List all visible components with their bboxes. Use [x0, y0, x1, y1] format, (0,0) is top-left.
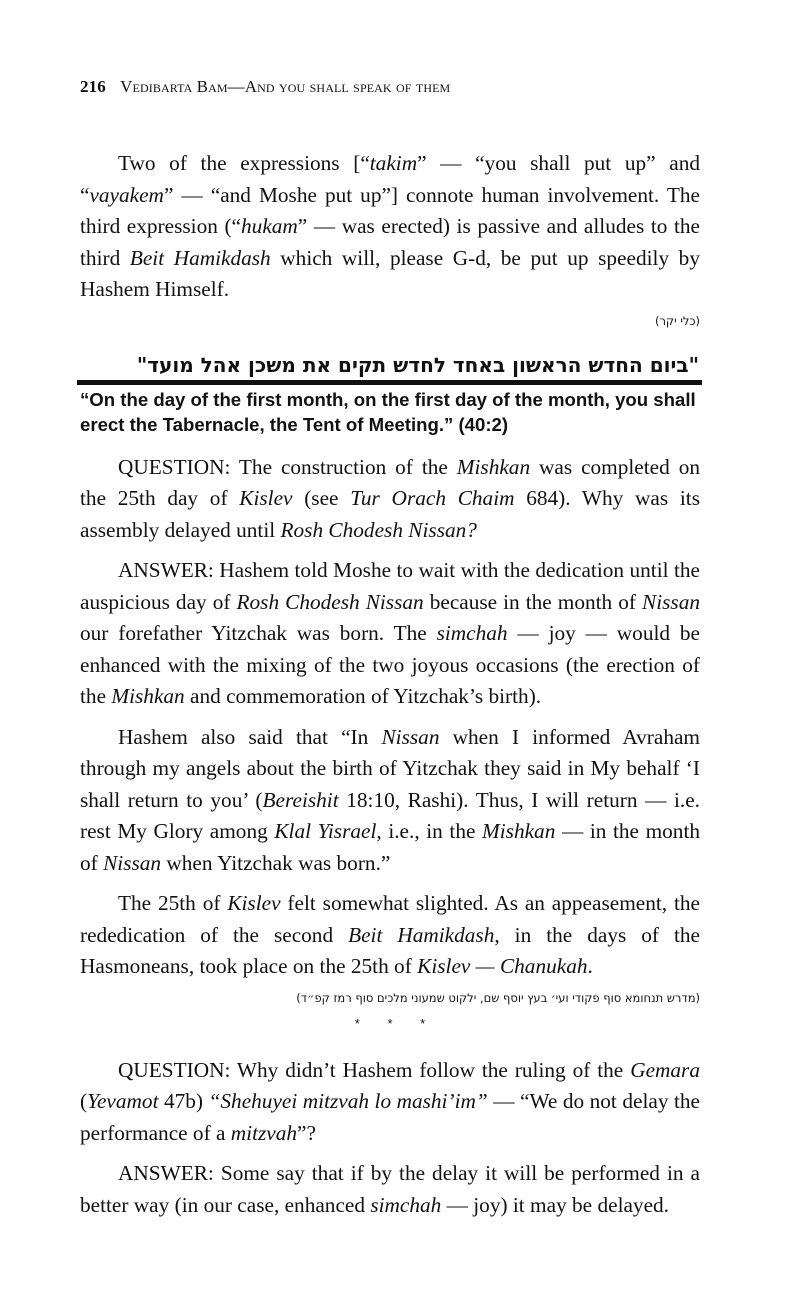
italic-term: Nissan — [103, 850, 162, 875]
main-source-citation: (מדרש תנחומא סוף פקודי ועי׳ בעץ יוסף שם, ילקוט שמעוני מלכים סוף רמז קפ״ד) — [296, 990, 700, 1005]
italic-term: “Shehuyei mitzvah lo mashi’im” — [208, 1089, 488, 1113]
text-run: was completed on the 25th day of — [80, 454, 700, 510]
text-run: QUESTION: The construction of the — [118, 454, 457, 479]
answer-paragraph-2 — [80, 1158, 700, 1221]
italic-term: Beit Hamikdash — [129, 245, 271, 270]
text-run: Hashem also said that “In — [118, 724, 382, 749]
italic-term: Klal Yisrael — [274, 819, 377, 843]
text-run: — joy) it may be delayed. — [441, 1192, 670, 1217]
answer-paragraph-1 — [80, 555, 700, 713]
italic-term: Mishkan — [456, 454, 531, 479]
italic-term: Mishkan — [111, 684, 185, 708]
question-paragraph-2 — [80, 1055, 700, 1150]
text-run: , i.e., in the — [376, 819, 483, 843]
text-run: The 25th of — [118, 891, 228, 915]
text-run: QUESTION: Why didn’t Hashem follow the ruling of the — [118, 1057, 631, 1082]
text-run: 47b) — [158, 1089, 209, 1113]
italic-term: Kislev — Chanukah — [417, 954, 588, 978]
text-run: — in the month of — [80, 819, 701, 875]
text-run: — “We do not delay the performance of a — [80, 1089, 701, 1145]
italic-term: Mishkan — [482, 819, 556, 843]
text-run: 18:10, Rashi). Thus, I will return — i.e. rest My Glory among — [80, 787, 701, 843]
italic-term: Rosh Chodesh Nissan — [236, 589, 424, 614]
text-run: , in the days of the Hasmoneans, took place on the 25th of — [80, 922, 700, 978]
italic-term: Kislev — [239, 486, 293, 510]
text-run: — joy — would be enhanced with the mixing of the two joyous occasions (the erection of the — [80, 621, 700, 708]
italic-term: Tur Orach Chaim — [350, 486, 515, 510]
text-run: ”? — [297, 1120, 316, 1145]
intro-source-citation: (כלי יקר) — [654, 313, 700, 328]
running-head — [80, 76, 700, 98]
text-run: when I informed Avraham through my angels about the birth of Yitzchak they said in My behalf ‘I shall return to you’ ( — [80, 724, 700, 812]
additional-paragraph — [80, 722, 700, 880]
italic-term: Yevamot — [87, 1089, 159, 1113]
text-run: (see — [292, 486, 351, 510]
verse-hebrew-heading: "ביום החדש הראשון באחד לחדש תקים את משכן אהל מועד" — [136, 352, 699, 377]
italic-term: hukam — [241, 214, 298, 238]
italic-term: vayakem — [89, 182, 164, 207]
italic-term: Nissan — [381, 724, 440, 749]
text-run: and commemoration of Yitzchak’s birth). — [184, 684, 542, 708]
running-head-title: Vedibarta Bam—And you shall speak of them — [120, 77, 451, 96]
italic-term: Kislev — [227, 891, 281, 915]
text-run: when Yitzchak was born.” — [161, 850, 391, 875]
italic-term: Nissan — [642, 589, 701, 614]
text-run: ( — [80, 1089, 88, 1113]
text-run: ” — was erected) is passive and alludes to the third — [80, 214, 701, 270]
italic-term: mitzvah — [230, 1120, 298, 1145]
intro-paragraph — [80, 148, 700, 306]
question-paragraph-1 — [80, 452, 700, 547]
verse-english-heading: “On the day of the first month, on the first day of the month, you shall erect the Tabernacle, the Tent of Meeting.” (40:2) — [80, 388, 696, 435]
page-column — [80, 0, 700, 1221]
italic-term: Beit Hamikdash — [348, 922, 495, 947]
text-run: . — [587, 954, 593, 978]
italic-term: takim — [369, 151, 418, 175]
italic-term: simchah — [370, 1192, 442, 1217]
heading-rule-divider — [77, 380, 702, 385]
text-run: ANSWER: Hashem told Moshe to wait with the dedication until the auspicious day of — [80, 558, 700, 614]
text-run: Two of the expressions [“ — [118, 151, 370, 175]
text-run: 684). Why was its assembly delayed until — [80, 486, 700, 542]
text-run: ” — “you shall put up” and “ — [80, 151, 700, 207]
section-separator: * * * — [354, 1015, 438, 1031]
text-run: our forefather Yitzchak was born. The — [80, 621, 437, 645]
italic-term: Rosh Chodesh Nissan? — [280, 517, 477, 542]
text-run: felt somewhat slighted. As an appeasement, the rededication of the second — [80, 891, 700, 947]
text-run: ” — “and Moshe put up”] connote human involvement. The third expression (“ — [80, 182, 700, 238]
text-run: which will, please G-d, be put up speedily by Hashem Himself. — [80, 245, 700, 301]
italic-term: simchah — [436, 621, 508, 645]
kislev-paragraph — [80, 888, 700, 983]
italic-term: Gemara — [630, 1057, 700, 1082]
verse-heading-block — [77, 352, 702, 438]
page-number: 216 — [80, 77, 106, 96]
text-run: ANSWER: Some say that if by the delay it will be performed in a better way (in our case, enhanced — [80, 1161, 700, 1217]
italic-term: Bereishit — [262, 787, 339, 812]
text-run: because in the month of — [423, 589, 643, 614]
